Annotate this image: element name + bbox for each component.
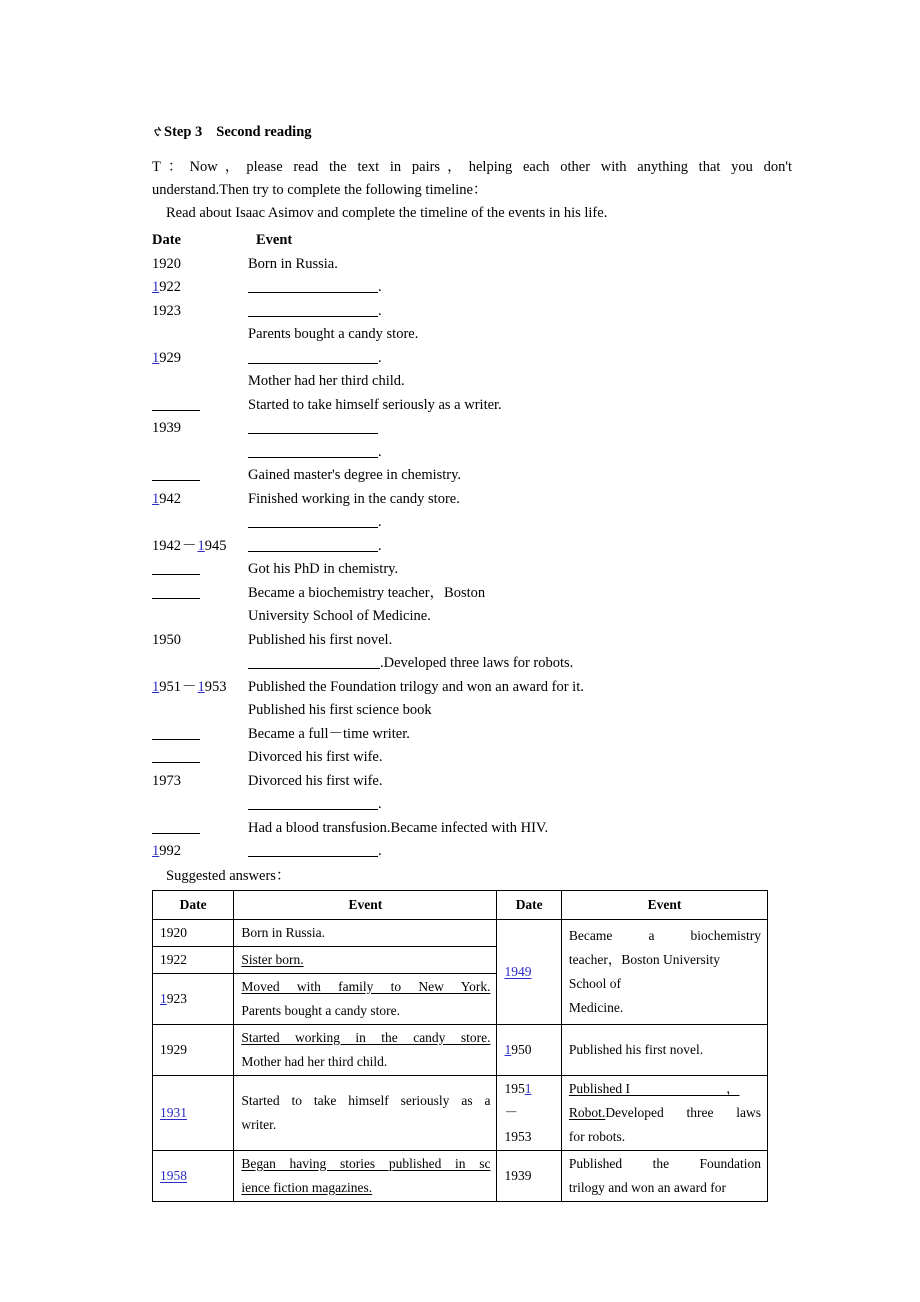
timeline-row [152, 488, 792, 512]
cell-line: for robots. [568, 1128, 626, 1144]
timeline-date [152, 746, 248, 770]
answers-table [152, 890, 768, 1202]
answer-text: Moved with family to New York. [241, 978, 491, 994]
timeline-row [152, 817, 792, 841]
year-hint: 1 [524, 1080, 532, 1096]
year-rest: 942 [159, 490, 181, 507]
timeline-row [152, 605, 792, 629]
timeline-row [152, 417, 792, 441]
cell-date [153, 1075, 234, 1150]
cell-date: 1929 [153, 1024, 234, 1075]
timeline-row [152, 629, 792, 653]
timeline-header-date: Date [152, 232, 181, 248]
timeline-row [152, 699, 792, 723]
range-dash: － [504, 1104, 518, 1120]
blank-suffix: . [378, 537, 382, 554]
cell-event [234, 1150, 497, 1201]
year-hint: 1 [152, 678, 160, 695]
year-hint: 1 [152, 490, 160, 507]
timeline-row [152, 347, 792, 371]
header-event-right: Event [561, 890, 767, 919]
cell-event: Born in Russia. [234, 919, 497, 946]
timeline-row [152, 441, 792, 465]
blank-suffix: . [378, 349, 382, 366]
cell-event: Published his first novel. [561, 1024, 767, 1075]
cell-line: trilogy and won an award for [568, 1179, 726, 1195]
timeline-event [248, 535, 792, 559]
timeline-row [152, 464, 792, 488]
timeline-event: Divorced his first wife. [248, 772, 383, 789]
table-row [153, 1024, 768, 1075]
timeline-event [248, 652, 792, 676]
timeline-date [152, 817, 248, 841]
answer-blank[interactable] [248, 303, 378, 317]
timeline-date: 1950 [152, 631, 181, 648]
timeline-row [152, 253, 792, 277]
timeline-event: University School of Medicine. [248, 608, 431, 624]
cell-event [234, 946, 497, 973]
cell-event [234, 1075, 497, 1150]
timeline-event: Published his first novel. [248, 631, 393, 648]
year-rest: 923 [166, 990, 187, 1006]
instruction-line: Read about Isaac Asimov and complete the timeline of the events in his life. [166, 205, 608, 221]
year-line: 1951 [504, 1080, 532, 1096]
cell-date [497, 1075, 561, 1150]
suggested-answers-label: Suggested answers： [166, 867, 291, 884]
blank-suffix: . [378, 443, 382, 460]
timeline-row [152, 370, 792, 394]
year-range-end: 945 [204, 537, 227, 554]
timeline-date [152, 558, 248, 582]
cell-date [153, 973, 234, 1024]
timeline-date [152, 676, 248, 700]
teacher-line-1: T：Now，please read the text in pairs，helping each other with anything that you don't [152, 159, 792, 175]
timeline-date: 1923 [152, 302, 181, 319]
timeline [152, 229, 792, 864]
teacher-line-2: understand.Then try to complete the following timeline： [152, 182, 488, 198]
answer-blank[interactable] [248, 350, 378, 364]
cell-event [561, 919, 767, 1024]
timeline-row [152, 394, 792, 418]
timeline-row [152, 511, 792, 535]
range-dash: － [182, 537, 197, 554]
timeline-row [152, 300, 792, 324]
timeline-date: 1920 [152, 255, 181, 272]
year-range-start: 951 [159, 678, 181, 695]
year-hint: 1931 [160, 1104, 187, 1120]
year-hint: 1 [504, 1041, 512, 1057]
cell-line: Published the Foundation [568, 1155, 761, 1171]
timeline-event: Became a biochemistry teacher，Boston [248, 584, 486, 601]
blank-suffix: . [378, 843, 382, 859]
page-content [152, 122, 792, 1202]
answer-text: Sister born. [241, 951, 304, 967]
year-hint: 1 [152, 843, 160, 859]
blank-suffix-text: .Developed three laws for robots. [380, 655, 574, 671]
timeline-row [152, 723, 792, 747]
blank-suffix: . [378, 302, 382, 319]
timeline-date [152, 464, 248, 488]
timeline-event: Mother had her third child. [248, 373, 405, 389]
step-heading [152, 122, 792, 142]
blank-suffix: . [378, 796, 382, 812]
timeline-event: Published his first science book [248, 702, 432, 718]
timeline-event [248, 511, 792, 535]
blank-suffix: . [378, 279, 382, 295]
timeline-row [152, 323, 792, 347]
timeline-event: Became a full－time writer. [248, 725, 410, 742]
cell-date [153, 1150, 234, 1201]
timeline-event: Published the Foundation trilogy and won an award for it. [248, 678, 584, 695]
answer-blank[interactable] [248, 796, 378, 810]
cell-line: School of [568, 975, 622, 991]
year-rest: 950 [511, 1041, 532, 1057]
cell-event [234, 1024, 497, 1075]
date-blank[interactable] [152, 561, 200, 575]
timeline-event: Had a blood transfusion.Became infected with HIV. [248, 819, 549, 836]
date-blank[interactable] [152, 820, 200, 834]
timeline-row [152, 676, 792, 700]
timeline-date [152, 488, 248, 512]
year-hint: 1 [197, 678, 205, 695]
step-title: Second reading [216, 124, 312, 140]
answer-blank[interactable] [248, 655, 380, 669]
answer-blank[interactable] [248, 514, 378, 528]
timeline-row [152, 770, 792, 794]
cell-date: 1939 [497, 1150, 561, 1201]
answer-blank[interactable] [248, 420, 378, 434]
answer-text: Robot. [568, 1104, 606, 1120]
timeline-event: Finished working in the candy store. [248, 490, 460, 507]
timeline-event [248, 276, 792, 300]
table-header-row [153, 890, 768, 919]
header-event-left: Event [234, 890, 497, 919]
timeline-row [152, 840, 792, 864]
year-hint: 1 [152, 279, 160, 295]
cell-line: teacher，Boston University [568, 951, 721, 967]
table-row [153, 1075, 768, 1150]
range-dash: － [182, 678, 197, 695]
year-rest: 922 [159, 279, 181, 295]
year-range-end: 953 [204, 678, 227, 695]
cell-date [497, 1024, 561, 1075]
cell-line: writer. [241, 1116, 277, 1132]
answer-blank[interactable] [630, 1080, 726, 1096]
date-blank[interactable] [152, 585, 200, 599]
timeline-event: Gained master's degree in chemistry. [248, 467, 462, 483]
cell-event [234, 973, 497, 1024]
timeline-event [248, 347, 792, 371]
answer-blank[interactable] [248, 279, 378, 293]
step-label: Step 3 [164, 124, 203, 140]
timeline-row [152, 652, 792, 676]
timeline-header-event: Event [256, 232, 293, 248]
answer-comma: ， [726, 1080, 740, 1096]
cell-line: Mother had her third child. [241, 1053, 388, 1069]
timeline-event [248, 840, 792, 864]
timeline-row [152, 535, 792, 559]
timeline-date [152, 535, 248, 559]
timeline-event: Born in Russia. [248, 255, 338, 272]
header-date-left: Date [153, 890, 234, 919]
timeline-row [152, 558, 792, 582]
cell-line [569, 1101, 761, 1125]
year-hint: 1 [160, 990, 167, 1006]
year-hint: 1949 [504, 963, 532, 979]
answer-blank[interactable] [248, 843, 378, 857]
cell-line-tail: Developed three laws [605, 1104, 761, 1120]
timeline-date [152, 582, 248, 606]
timeline-event: Got his PhD in chemistry. [248, 561, 399, 577]
timeline-event [248, 417, 792, 441]
date-blank[interactable] [152, 749, 200, 763]
timeline-row [152, 582, 792, 606]
timeline-row [152, 746, 792, 770]
timeline-event [248, 441, 792, 465]
timeline-event: Divorced his first wife. [248, 749, 383, 765]
answer-text: Started working in the candy store. [241, 1029, 491, 1045]
header-date-right: Date [497, 890, 561, 919]
date-blank[interactable] [152, 467, 200, 481]
answer-text: ience fiction magazines. [241, 1179, 373, 1195]
cell-line: Became a biochemistry [568, 927, 761, 943]
cell-date: 1920 [153, 919, 234, 946]
cell-date: 1922 [153, 946, 234, 973]
date-blank[interactable] [152, 726, 200, 740]
cell-date [497, 919, 561, 1024]
timeline-event: Started to take himself seriously as a writer. [248, 396, 502, 413]
table-row [153, 919, 768, 946]
timeline-header-row [152, 229, 792, 253]
timeline-row [152, 276, 792, 300]
year-rest: 929 [159, 349, 181, 366]
timeline-date: 1973 [152, 772, 181, 789]
cell-line: Parents bought a candy store. [241, 1002, 400, 1018]
cell-event [561, 1150, 767, 1201]
timeline-date [152, 276, 248, 300]
timeline-date [152, 347, 248, 371]
year-hint: 1958 [160, 1167, 187, 1183]
cell-line: Started to take himself seriously as a [241, 1092, 491, 1108]
cell-event [561, 1075, 767, 1150]
timeline-event: Parents bought a candy store. [248, 326, 419, 342]
timeline-event [248, 300, 792, 324]
date-blank[interactable] [152, 397, 200, 411]
answer-text: Published I [568, 1080, 631, 1096]
year-hint: 1 [152, 349, 160, 366]
timeline-date [152, 394, 248, 418]
step-bullet-icon: ㄅ [152, 124, 165, 138]
timeline-date: 1939 [152, 420, 181, 436]
timeline-date [152, 723, 248, 747]
timeline-date [152, 840, 248, 864]
cell-line: Medicine. [568, 999, 624, 1015]
blank-suffix: . [378, 514, 382, 530]
cell-line [569, 1077, 761, 1101]
answer-blank[interactable] [248, 538, 378, 552]
year-range-start: 1942 [152, 537, 181, 554]
year-line: 1953 [504, 1128, 532, 1144]
timeline-row [152, 793, 792, 817]
year-hint: 1 [197, 537, 205, 554]
answer-text: Began having stories published in sc [241, 1155, 491, 1171]
answer-blank[interactable] [248, 444, 378, 458]
year-rest: 992 [159, 843, 181, 859]
table-row [153, 1150, 768, 1201]
timeline-event [248, 793, 792, 817]
